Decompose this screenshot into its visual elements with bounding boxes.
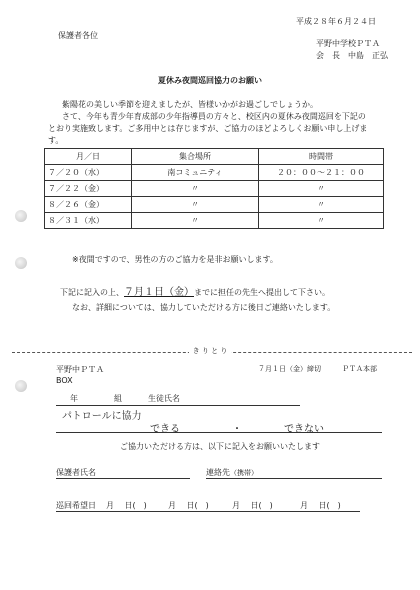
cell-time: 〃: [259, 181, 384, 197]
punch-hole: [15, 257, 27, 269]
preferred-date-slot-1[interactable]: 月 日( ): [106, 501, 147, 510]
deadline-line: [60, 283, 330, 298]
guardian-name-label: 保護者氏名: [56, 468, 96, 477]
option-can[interactable]: できる: [150, 424, 180, 435]
sender-chair: 会 長 中島 正弘: [316, 51, 388, 60]
form-box: BOX: [56, 376, 73, 385]
contact-note: なお、詳細については、協力していただける方に後日ご連絡いたします。: [72, 303, 336, 312]
preferred-date-line: [56, 511, 360, 512]
cell-date: ７／２０（水）: [45, 165, 132, 181]
issue-date: 平成２８年６月２４日: [296, 17, 376, 26]
deadline-post: までに担任の先生へ提出して下さい。: [194, 288, 330, 297]
cell-time: ２０：００～２１：００: [259, 165, 384, 181]
recipient: 保護者各位: [58, 31, 98, 40]
guardian-name-line[interactable]: [56, 478, 190, 479]
cell-time: 〃: [259, 213, 384, 229]
form-instruction: ご協力いただける方は、以下に記入をお願いいたします: [120, 442, 320, 451]
table-row: [45, 197, 384, 213]
paragraph-line: す。: [48, 136, 64, 145]
table-row: [45, 213, 384, 229]
cell-place: 南コミュニティ: [132, 165, 259, 181]
punch-hole: [15, 210, 27, 222]
preferred-date-slot-3[interactable]: 月 日( ): [232, 501, 273, 510]
preferred-date-label: 巡回希望日: [56, 501, 96, 510]
option-separator: ・: [232, 424, 242, 435]
form-deadline: ７月１日（金）締切: [258, 365, 321, 373]
paragraph-line: 紫陽花の美しい季節を迎えましたが、皆様いかがお過ごしでしょうか。: [62, 100, 318, 109]
preferred-date-slot-4[interactable]: 月 日( ): [300, 501, 341, 510]
cell-place: 〃: [132, 181, 259, 197]
preferred-date-slot-2[interactable]: 月 日( ): [168, 501, 209, 510]
paragraph-line: とおり実施致します。ご多用中とは存じますが、ご協力のほどよろしくお願い申し上げま: [48, 124, 368, 133]
column-header-place: 集合場所: [132, 149, 259, 165]
note: ※夜間ですので、男性の方のご協力を是非お願いします。: [72, 255, 278, 264]
student-name-line[interactable]: [56, 405, 300, 406]
sender-org: 平野中学校ＰＴＡ: [316, 39, 380, 48]
document-title: 夏休み夜間巡回協力のお願い: [158, 76, 262, 85]
student-name-label: 生徒氏名: [148, 394, 180, 403]
cell-date: ８／２６（金）: [45, 197, 132, 213]
option-cannot[interactable]: できない: [284, 424, 324, 435]
table-row: [45, 165, 384, 181]
table-row: [45, 181, 384, 197]
cell-time: 〃: [259, 197, 384, 213]
column-header-date: 月／日: [45, 149, 132, 165]
paragraph-line: さて、今年も青少年育成部の少年指導員の方々と、校区内の夏休み夜間巡回を下記の: [62, 112, 366, 121]
class-label: 組: [114, 394, 122, 403]
form-department: ＰＴＡ本部: [342, 365, 377, 373]
cell-place: 〃: [132, 197, 259, 213]
punch-hole: [15, 380, 27, 392]
patrol-line: [56, 432, 382, 433]
table-header-row: [45, 149, 384, 165]
cut-label: き り と り: [0, 346, 420, 356]
cell-place: 〃: [132, 213, 259, 229]
grade-label: 年: [70, 394, 78, 403]
form-recipient: 平野中ＰＴＡ: [56, 365, 104, 374]
column-header-time: 時間帯: [259, 149, 384, 165]
schedule-table: [44, 148, 384, 229]
patrol-label: パトロールに協力: [62, 411, 142, 422]
phone-line[interactable]: [206, 478, 382, 479]
phone-note: （携帯）: [230, 469, 258, 477]
cell-date: ７／２２（金）: [45, 181, 132, 197]
phone-label: 連絡先（携帯）: [206, 468, 258, 477]
deadline-pre: 下記に記入の上、: [60, 288, 124, 297]
cell-date: ８／３１（水）: [45, 213, 132, 229]
deadline-date: ７月１日（金）: [124, 287, 194, 298]
